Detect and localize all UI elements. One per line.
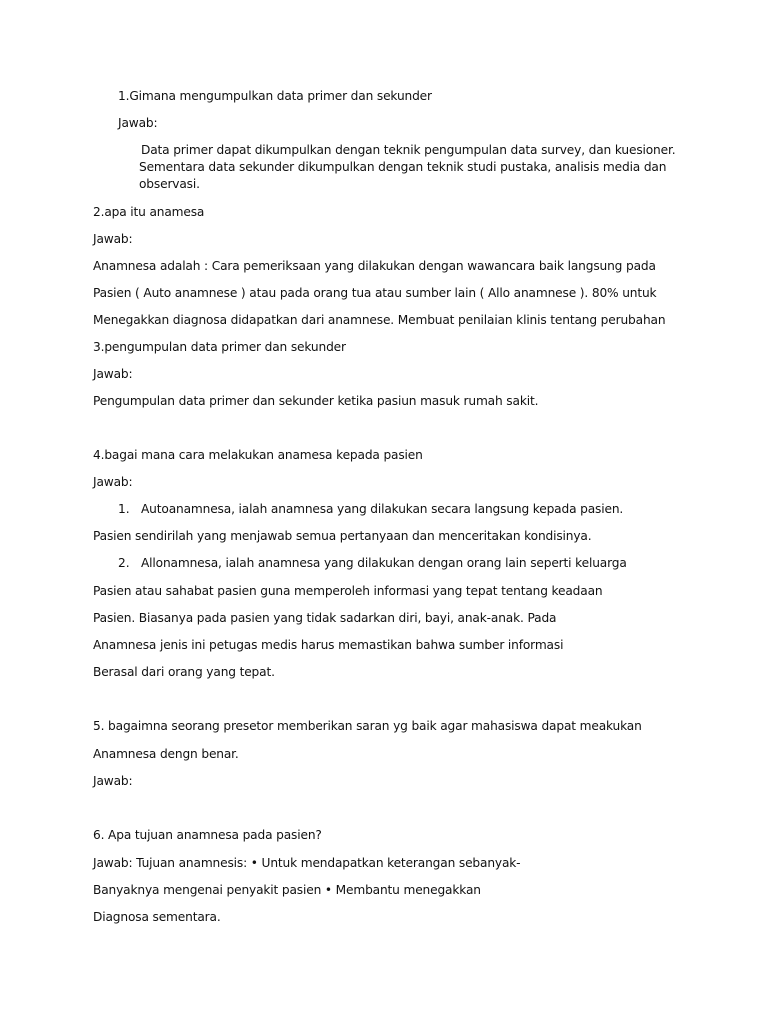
q2-answer-line: Anamnesa adalah : Cara pemeriksaan yang dilakukan dengan wawancara baik langsung pada [93,259,656,273]
q4-jawab-label: Jawab: [93,475,133,489]
q2-answer-line: Pasien ( Auto anamnese ) atau pada orang tua atau sumber lain ( Allo anamnese ). 80% untuk [93,286,657,300]
q4-answer-line: Pasien. Biasanya pada pasien yang tidak sadarkan diri, bayi, anak-anak. Pada [93,611,557,625]
q4-answer-line: Pasien sendirilah yang menjawab semua pertanyaan dan menceritakan kondisinya. [93,529,592,543]
q6-answer-line: Jawab: Tujuan anamnesis: • Untuk mendapatkan keterangan sebanyak- [93,856,521,870]
q4-answer-line: Anamnesa jenis ini petugas medis harus memastikan bahwa sumber informasi [93,638,564,652]
list-item-text: Allonamnesa, ialah anamnesa yang dilakukan dengan orang lain seperti keluarga [141,556,627,570]
question-2: 2.apa itu anamesa [93,205,205,219]
question-5: 5. bagaimna seorang presetor memberikan saran yg baik agar mahasiswa dapat meakukan [93,719,642,733]
q4-answer-line: Berasal dari orang yang tepat. [93,665,275,679]
question-4: 4.bagai mana cara melakukan anamesa kepada pasien [93,448,423,462]
q4-answer-line: Pasien atau sahabat pasien guna memperoleh informasi yang tepat tentang keadaan [93,584,603,598]
question-6: 6. Apa tujuan anamnesa pada pasien? [93,828,322,842]
q2-jawab-label: Jawab: [93,232,133,246]
list-number: 1. [118,502,130,516]
q3-answer-line: Pengumpulan data primer dan sekunder ketika pasiun masuk rumah sakit. [93,394,539,408]
q6-answer-line: Banyaknya mengenai penyakit pasien • Membantu menegakkan [93,883,481,897]
list-number: 2. [118,556,130,570]
question-5-cont: Anamnesa dengn benar. [93,747,239,761]
q6-answer-line: Diagnosa sementara. [93,910,221,924]
q1-jawab-label: Jawab: [118,116,158,130]
q5-jawab-label: Jawab: [93,774,133,788]
question-3: 3.pengumpulan data primer dan sekunder [93,340,346,354]
q2-answer-line: Menegakkan diagnosa didapatkan dari anamnese. Membuat penilaian klinis tentang perubahan [93,313,666,327]
q1-answer-line: Data primer dapat dikumpulkan dengan teknik pengumpulan data survey, dan kuesioner. [141,143,676,157]
q3-jawab-label: Jawab: [93,367,133,381]
q1-answer-line: observasi. [139,177,200,191]
question-1: 1.Gimana mengumpulkan data primer dan sekunder [118,89,432,103]
list-item-text: Autoanamnesa, ialah anamnesa yang dilakukan secara langsung kepada pasien. [141,502,624,516]
q1-answer-line: Sementara data sekunder dikumpulkan dengan teknik studi pustaka, analisis media dan [139,160,667,174]
